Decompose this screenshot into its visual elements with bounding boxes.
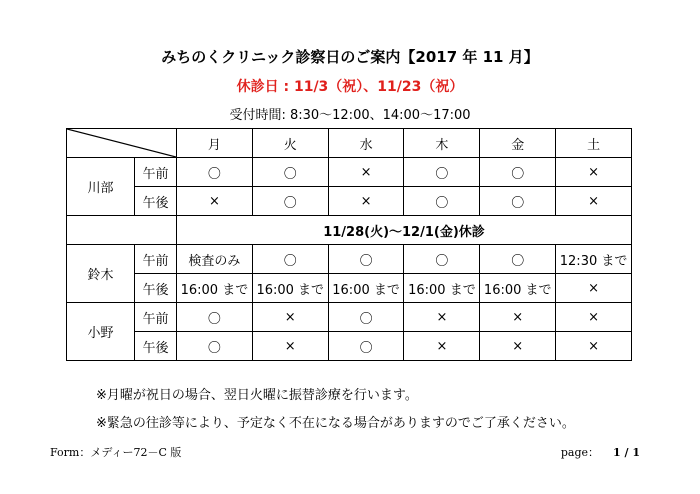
schedule-cell: 〇: [252, 245, 328, 274]
table-row: [67, 245, 632, 274]
period-label: 午後: [135, 187, 177, 216]
period-label: 午前: [135, 158, 177, 187]
day-header: 月: [177, 129, 253, 158]
table-row: [67, 303, 632, 332]
schedule-cell: ×: [556, 332, 632, 361]
table-header-row: [67, 129, 632, 158]
period-label: 午前: [135, 303, 177, 332]
schedule-cell: ×: [328, 187, 404, 216]
closure-banner: 11/28(火)～12/1(金)休診: [177, 216, 632, 245]
schedule-cell: 〇: [480, 158, 556, 187]
period-label: 午前: [135, 245, 177, 274]
table-row: [67, 274, 632, 303]
schedule-cell: ×: [556, 158, 632, 187]
schedule-cell: 〇: [480, 187, 556, 216]
schedule-cell: 〇: [404, 187, 480, 216]
closure-banner-row: [67, 216, 632, 245]
schedule-cell: 16:00 まで: [328, 274, 404, 303]
schedule-cell: ×: [252, 332, 328, 361]
day-header: 木: [404, 129, 480, 158]
schedule-cell: 〇: [328, 303, 404, 332]
period-label: 午後: [135, 274, 177, 303]
day-header: 水: [328, 129, 404, 158]
schedule-cell: 16:00 まで: [252, 274, 328, 303]
schedule-cell: ×: [480, 332, 556, 361]
schedule-cell: ×: [177, 187, 253, 216]
closed-days-notice: 休診日 : 11/3（祝）、11/23（祝）: [236, 79, 464, 95]
doctor-name: 小野: [67, 303, 135, 361]
schedule-cell: 12:30 まで: [556, 245, 632, 274]
schedule-cell: ×: [556, 303, 632, 332]
day-header: 土: [556, 129, 632, 158]
table-row: [67, 158, 632, 187]
schedule-cell: ×: [556, 274, 632, 303]
table-row: [67, 187, 632, 216]
schedule-cell: 16:00 まで: [177, 274, 253, 303]
schedule-cell: 〇: [328, 332, 404, 361]
schedule-cell: 〇: [177, 158, 253, 187]
schedule-cell: 〇: [404, 245, 480, 274]
doctor-name: 鈴木: [67, 245, 135, 303]
schedule-cell: 〇: [328, 245, 404, 274]
schedule-cell: ×: [252, 303, 328, 332]
day-header: 火: [252, 129, 328, 158]
schedule-cell: 〇: [252, 187, 328, 216]
form-id: Form：メディー72－C 版: [50, 446, 182, 459]
reception-hours: 受付時間: 8:30～12:00、14:00～17:00: [229, 108, 471, 123]
schedule-cell: 16:00 まで: [480, 274, 556, 303]
page-label: page：: [560, 446, 600, 459]
schedule-cell: ×: [328, 158, 404, 187]
note-emergency-absence: ※緊急の往診等により、予定なく不在になる場合がありますのでご了承ください。: [96, 416, 575, 431]
schedule-cell: 〇: [480, 245, 556, 274]
schedule-cell: ×: [404, 303, 480, 332]
day-header: 金: [480, 129, 556, 158]
schedule-cell: 検査のみ: [177, 245, 253, 274]
schedule-cell: 16:00 まで: [404, 274, 480, 303]
schedule-cell: 〇: [177, 332, 253, 361]
schedule-cell: ×: [556, 187, 632, 216]
banner-spacer: [67, 216, 177, 245]
schedule-cell: 〇: [404, 158, 480, 187]
page-indicator: [561, 444, 640, 460]
schedule-cell: 〇: [252, 158, 328, 187]
doctor-name: 川部: [67, 158, 135, 216]
schedule-cell: 〇: [177, 303, 253, 332]
schedule-cell: ×: [404, 332, 480, 361]
page-title: みちのくクリニック診察日のご案内【2017 年 11 月】: [161, 48, 539, 66]
schedule-cell: ×: [480, 303, 556, 332]
table-row: [67, 332, 632, 361]
corner-cell: [67, 129, 177, 158]
note-substitute-day: ※月曜が祝日の場合、翌日火曜に振替診療を行います。: [96, 388, 418, 403]
schedule-table: [66, 128, 632, 361]
page-value: 1 / 1: [613, 446, 640, 459]
period-label: 午後: [135, 332, 177, 361]
